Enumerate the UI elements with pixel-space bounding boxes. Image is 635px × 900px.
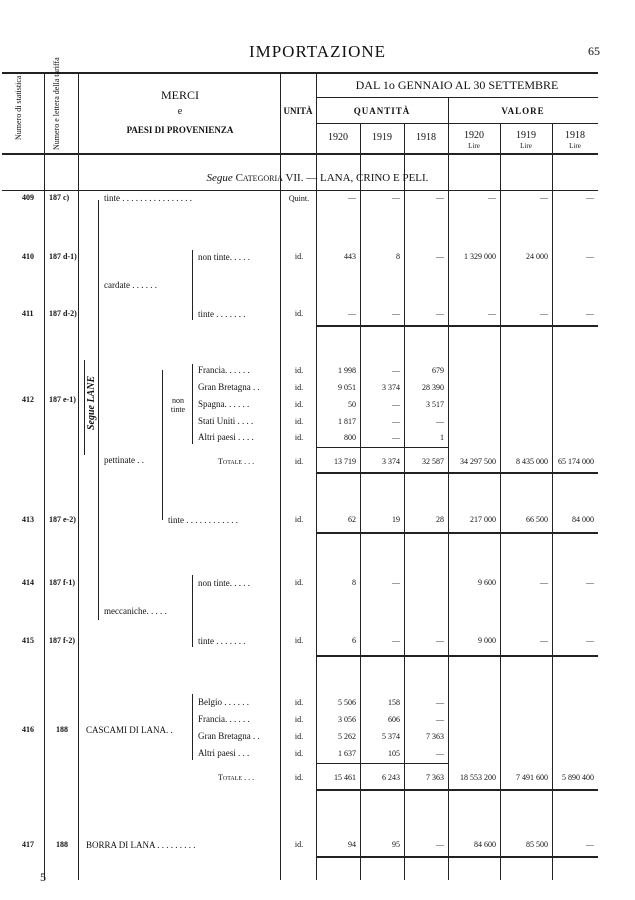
col-rule-3 [280, 72, 281, 880]
header-qv-rule [316, 123, 598, 124]
cascami-country-q1920: 3 056 [338, 715, 356, 724]
header-valore: VALORE [501, 106, 545, 116]
col-rule-7 [448, 97, 449, 880]
pettinate-total-q1920: 13 719 [334, 457, 356, 466]
row-409-tariff: 187 c) [49, 193, 70, 202]
row-416-label: CASCAMI DI LANA. . [86, 725, 173, 735]
row-411-stat: 411 [22, 309, 34, 318]
col-rule-1 [44, 72, 45, 880]
brace-cardate [192, 250, 193, 320]
row-414-v1920: 9 600 [478, 578, 496, 587]
cascami-country-q1918: — [436, 715, 444, 724]
header-unita: UNITÀ [283, 106, 313, 116]
cascami-total-label: Totale . . . [218, 773, 255, 782]
row-414-v1918: — [586, 578, 594, 587]
row-415-q1918: — [436, 636, 444, 645]
row-417-tariff: 188 [56, 840, 68, 849]
header-lire-3: Lire [569, 142, 581, 150]
cascami-total-q1919: 6 243 [382, 773, 400, 782]
pettinate-country-q1918: 679 [432, 366, 444, 375]
row-413-v1919: 66 500 [526, 515, 548, 524]
cascami-total-q1918: 7 363 [426, 773, 444, 782]
page-number: 65 [588, 44, 600, 58]
row-409-stat: 409 [22, 193, 34, 202]
category-label: Categoria VII. [235, 172, 304, 184]
header-quantita: QUANTITÀ [353, 106, 411, 116]
pettinate-country-unit: id. [294, 383, 304, 392]
row-417-q1920: 94 [348, 840, 356, 849]
row-414-label: non tinte. . . . . [198, 578, 250, 588]
pettinate-total-label: Totale . . . [218, 457, 255, 466]
rule-before-cascami-total [316, 763, 448, 764]
brace-meccaniche [192, 575, 193, 647]
header-lire-2: Lire [520, 142, 532, 150]
pettinate-country-q1920: 50 [348, 400, 356, 409]
pettinate-country-q1919: — [392, 417, 400, 426]
header-year-q1919: 1919 [372, 132, 392, 143]
pettinate-country-name: Stati Uniti . . . . [198, 416, 254, 426]
pettinate-country-unit: id. [294, 366, 304, 375]
row-417-q1919: 95 [392, 840, 400, 849]
row-416-tariff: 188 [56, 725, 68, 734]
col-rule-5 [360, 123, 361, 880]
row-411-v1919: — [540, 309, 548, 318]
rule-after-417 [316, 856, 598, 858]
brace-non-tinte [192, 364, 193, 444]
header-col-tariff: Numero e lettera della tariffa [52, 57, 61, 150]
row-417-v1918: — [586, 840, 594, 849]
rule-after-413 [316, 532, 598, 534]
row-415-q1919: — [392, 636, 400, 645]
group-meccaniche: meccaniche. . . . . [104, 606, 167, 616]
header-year-q1918: 1918 [416, 132, 436, 143]
pettinate-total-q1918: 32 587 [422, 457, 444, 466]
row-414-stat: 414 [22, 578, 34, 587]
row-413-unit: id. [294, 515, 304, 524]
footer-mark: 5 [40, 870, 46, 884]
cascami-country-name: Gran Bretagna . . [198, 731, 260, 741]
row-415-q1920: 6 [352, 636, 356, 645]
cascami-country-q1919: 105 [388, 749, 400, 758]
pettinate-country-name: Spagna. . . . . . [198, 399, 250, 409]
pettinate-country-name: Gran Bretagna . . [198, 382, 260, 392]
row-415-label: tinte . . . . . . . [198, 636, 246, 646]
row-409-q1920: — [348, 193, 356, 202]
row-412-stat: 412 [22, 395, 34, 404]
cascami-country-q1918: — [436, 749, 444, 758]
pettinate-total-v1919: 8 435 000 [516, 457, 548, 466]
row-409-v1918: — [586, 193, 594, 202]
header-lire-1: Lire [468, 142, 480, 150]
rule-after-cascami-total [316, 789, 598, 791]
group-non-tinte: non tinte [170, 396, 186, 414]
row-409-q1918: — [436, 193, 444, 202]
row-411-label: tinte . . . . . . . [198, 309, 246, 319]
side-label: Segue LANE [86, 375, 97, 430]
pettinate-country-unit: id. [294, 417, 304, 426]
cascami-country-unit: id. [294, 715, 304, 724]
row-411-q1920: — [348, 309, 356, 318]
row-414-v1919: — [540, 578, 548, 587]
row-415-stat: 415 [22, 636, 34, 645]
row-411-tariff: 187 d-2) [49, 309, 77, 318]
header-year-v1919: 1919 [516, 130, 536, 141]
row-411-q1918: — [436, 309, 444, 318]
pettinate-country-q1919: — [392, 366, 400, 375]
pettinate-country-q1918: 3 517 [426, 400, 444, 409]
pettinate-country-q1919: 3 374 [382, 383, 400, 392]
row-411-v1920: — [488, 309, 496, 318]
col-rule-8 [500, 123, 501, 880]
row-409-q1919: — [392, 193, 400, 202]
rule-after-415 [316, 655, 598, 657]
row-409-label: tinte . . . . . . . . . . . . . . . . [104, 193, 192, 203]
row-409-v1919: — [540, 193, 548, 202]
row-409-unit: Quint. [288, 194, 310, 203]
row-410-label: non tinte. . . . . [198, 252, 250, 262]
row-413-q1919: 19 [392, 515, 400, 524]
header-year-q1920: 1920 [328, 132, 348, 143]
row-413-q1918: 28 [436, 515, 444, 524]
pettinate-country-q1918: — [436, 417, 444, 426]
cascami-country-q1919: 5 374 [382, 732, 400, 741]
row-415-unit: id. [294, 636, 304, 645]
cascami-country-q1920: 5 506 [338, 698, 356, 707]
header-merci: MERCI [160, 88, 199, 102]
pettinate-total-v1920: 34 297 500 [460, 457, 496, 466]
side-label-rule-right [98, 200, 99, 620]
cascami-total-q1920: 15 461 [334, 773, 356, 782]
col-rule-6 [404, 123, 405, 880]
row-417-label: BORRA DI LANA . . . . . . . . . [86, 840, 196, 850]
brace-cascami [192, 694, 193, 760]
row-410-v1920: 1 329 000 [464, 252, 496, 261]
row-414-unit: id. [294, 578, 304, 587]
category-rest: — LANA, CRINO E PELI. [306, 172, 429, 184]
rule-before-pettinate-total [316, 447, 448, 448]
row-413-v1918: 84 000 [572, 515, 594, 524]
header-period: DAL 1o GENNAIO AL 30 SETTEMBRE [355, 78, 559, 92]
cascami-country-name: Belgio . . . . . . [198, 697, 249, 707]
cascami-country-q1919: 606 [388, 715, 400, 724]
row-413-tariff: 187 e-2) [49, 515, 76, 524]
pettinate-country-unit: id. [294, 433, 304, 442]
page-title: IMPORTAZIONE [248, 42, 387, 61]
row-410-tariff: 187 d-1) [49, 252, 77, 261]
pettinate-country-q1919: — [392, 433, 400, 442]
rule-after-pettinate-total [316, 472, 598, 474]
cascami-total-unit: id. [294, 773, 304, 782]
cascami-country-q1918: 7 363 [426, 732, 444, 741]
pettinate-country-q1918: 28 390 [422, 383, 444, 392]
row-414-q1920: 8 [352, 578, 356, 587]
row-410-v1918: — [586, 252, 594, 261]
category-rule [2, 190, 598, 191]
row-409-v1920: — [488, 193, 496, 202]
row-417-v1919: 85 500 [526, 840, 548, 849]
header-paesi: PAESI DI PROVENIENZA [126, 125, 234, 135]
pettinate-country-q1920: 1 998 [338, 366, 356, 375]
cascami-country-q1918: — [436, 698, 444, 707]
row-410-stat: 410 [22, 252, 34, 261]
pettinate-country-q1920: 800 [344, 433, 356, 442]
row-416-stat: 416 [22, 725, 34, 734]
cascami-total-v1918: 5 890 400 [562, 773, 594, 782]
row-411-unit: id. [294, 309, 304, 318]
row-412-tariff: 187 e-1) [49, 395, 76, 404]
header-col-stat: Numero di statistica [14, 75, 23, 140]
row-413-label: tinte . . . . . . . . . . . . [168, 515, 238, 525]
row-417-q1918: — [436, 840, 444, 849]
row-415-v1918: — [586, 636, 594, 645]
header-bottom-rule [2, 153, 598, 155]
header-period-rule [316, 97, 598, 98]
header-top-rule [2, 72, 598, 74]
pettinate-country-q1920: 1 817 [338, 417, 356, 426]
pettinate-total-q1919: 3 374 [382, 457, 400, 466]
col-rule-2 [78, 72, 79, 880]
cascami-country-unit: id. [294, 732, 304, 741]
category-segue: Segue [206, 172, 233, 184]
row-415-tariff: 187 f-2) [49, 636, 75, 645]
cascami-total-v1920: 18 553 200 [460, 773, 496, 782]
row-410-q1920: 443 [344, 252, 356, 261]
pettinate-country-unit: id. [294, 400, 304, 409]
cascami-country-unit: id. [294, 749, 304, 758]
cascami-country-q1919: 158 [388, 698, 400, 707]
row-417-v1920: 84 600 [474, 840, 496, 849]
row-410-v1919: 24 000 [526, 252, 548, 261]
row-410-q1918: — [436, 252, 444, 261]
row-413-v1920: 217 000 [470, 515, 496, 524]
col-rule-9 [552, 123, 553, 880]
row-410-unit: id. [294, 252, 304, 261]
group-cardate: cardate . . . . . . [104, 280, 157, 290]
pettinate-total-unit: id. [294, 457, 304, 466]
group-pettinate: pettinate . . [104, 455, 144, 465]
header-year-v1920: 1920 [464, 130, 484, 141]
pettinate-total-v1918: 65 174 000 [558, 457, 594, 466]
pettinate-country-q1918: 1 [440, 433, 444, 442]
row-413-q1920: 62 [348, 515, 356, 524]
pettinate-country-name: Altri paesi . . . . [198, 432, 254, 442]
pettinate-country-q1920: 9 051 [338, 383, 356, 392]
header-e: e [177, 106, 183, 117]
rule-after-411 [316, 325, 598, 327]
cascami-country-q1920: 1 637 [338, 749, 356, 758]
brace-pettinate [162, 370, 163, 520]
side-label-rule-left [84, 360, 85, 455]
row-415-v1919: — [540, 636, 548, 645]
pettinate-country-q1919: — [392, 400, 400, 409]
row-411-q1919: — [392, 309, 400, 318]
pettinate-country-name: Francia. . . . . . [198, 365, 250, 375]
row-417-unit: id. [294, 840, 304, 849]
row-415-v1920: 9 000 [478, 636, 496, 645]
row-413-stat: 413 [22, 515, 34, 524]
cascami-total-v1919: 7 491 600 [516, 773, 548, 782]
cascami-country-name: Altri paesi . . . [198, 748, 250, 758]
category-caption [0, 172, 635, 184]
cascami-country-unit: id. [294, 698, 304, 707]
cascami-country-q1920: 5 262 [338, 732, 356, 741]
header-year-v1918: 1918 [565, 130, 585, 141]
row-417-stat: 417 [22, 840, 34, 849]
row-414-q1919: — [392, 578, 400, 587]
row-410-q1919: 8 [396, 252, 400, 261]
cascami-country-name: Francia. . . . . . [198, 714, 250, 724]
row-414-tariff: 187 f-1) [49, 578, 75, 587]
row-411-v1918: — [586, 309, 594, 318]
